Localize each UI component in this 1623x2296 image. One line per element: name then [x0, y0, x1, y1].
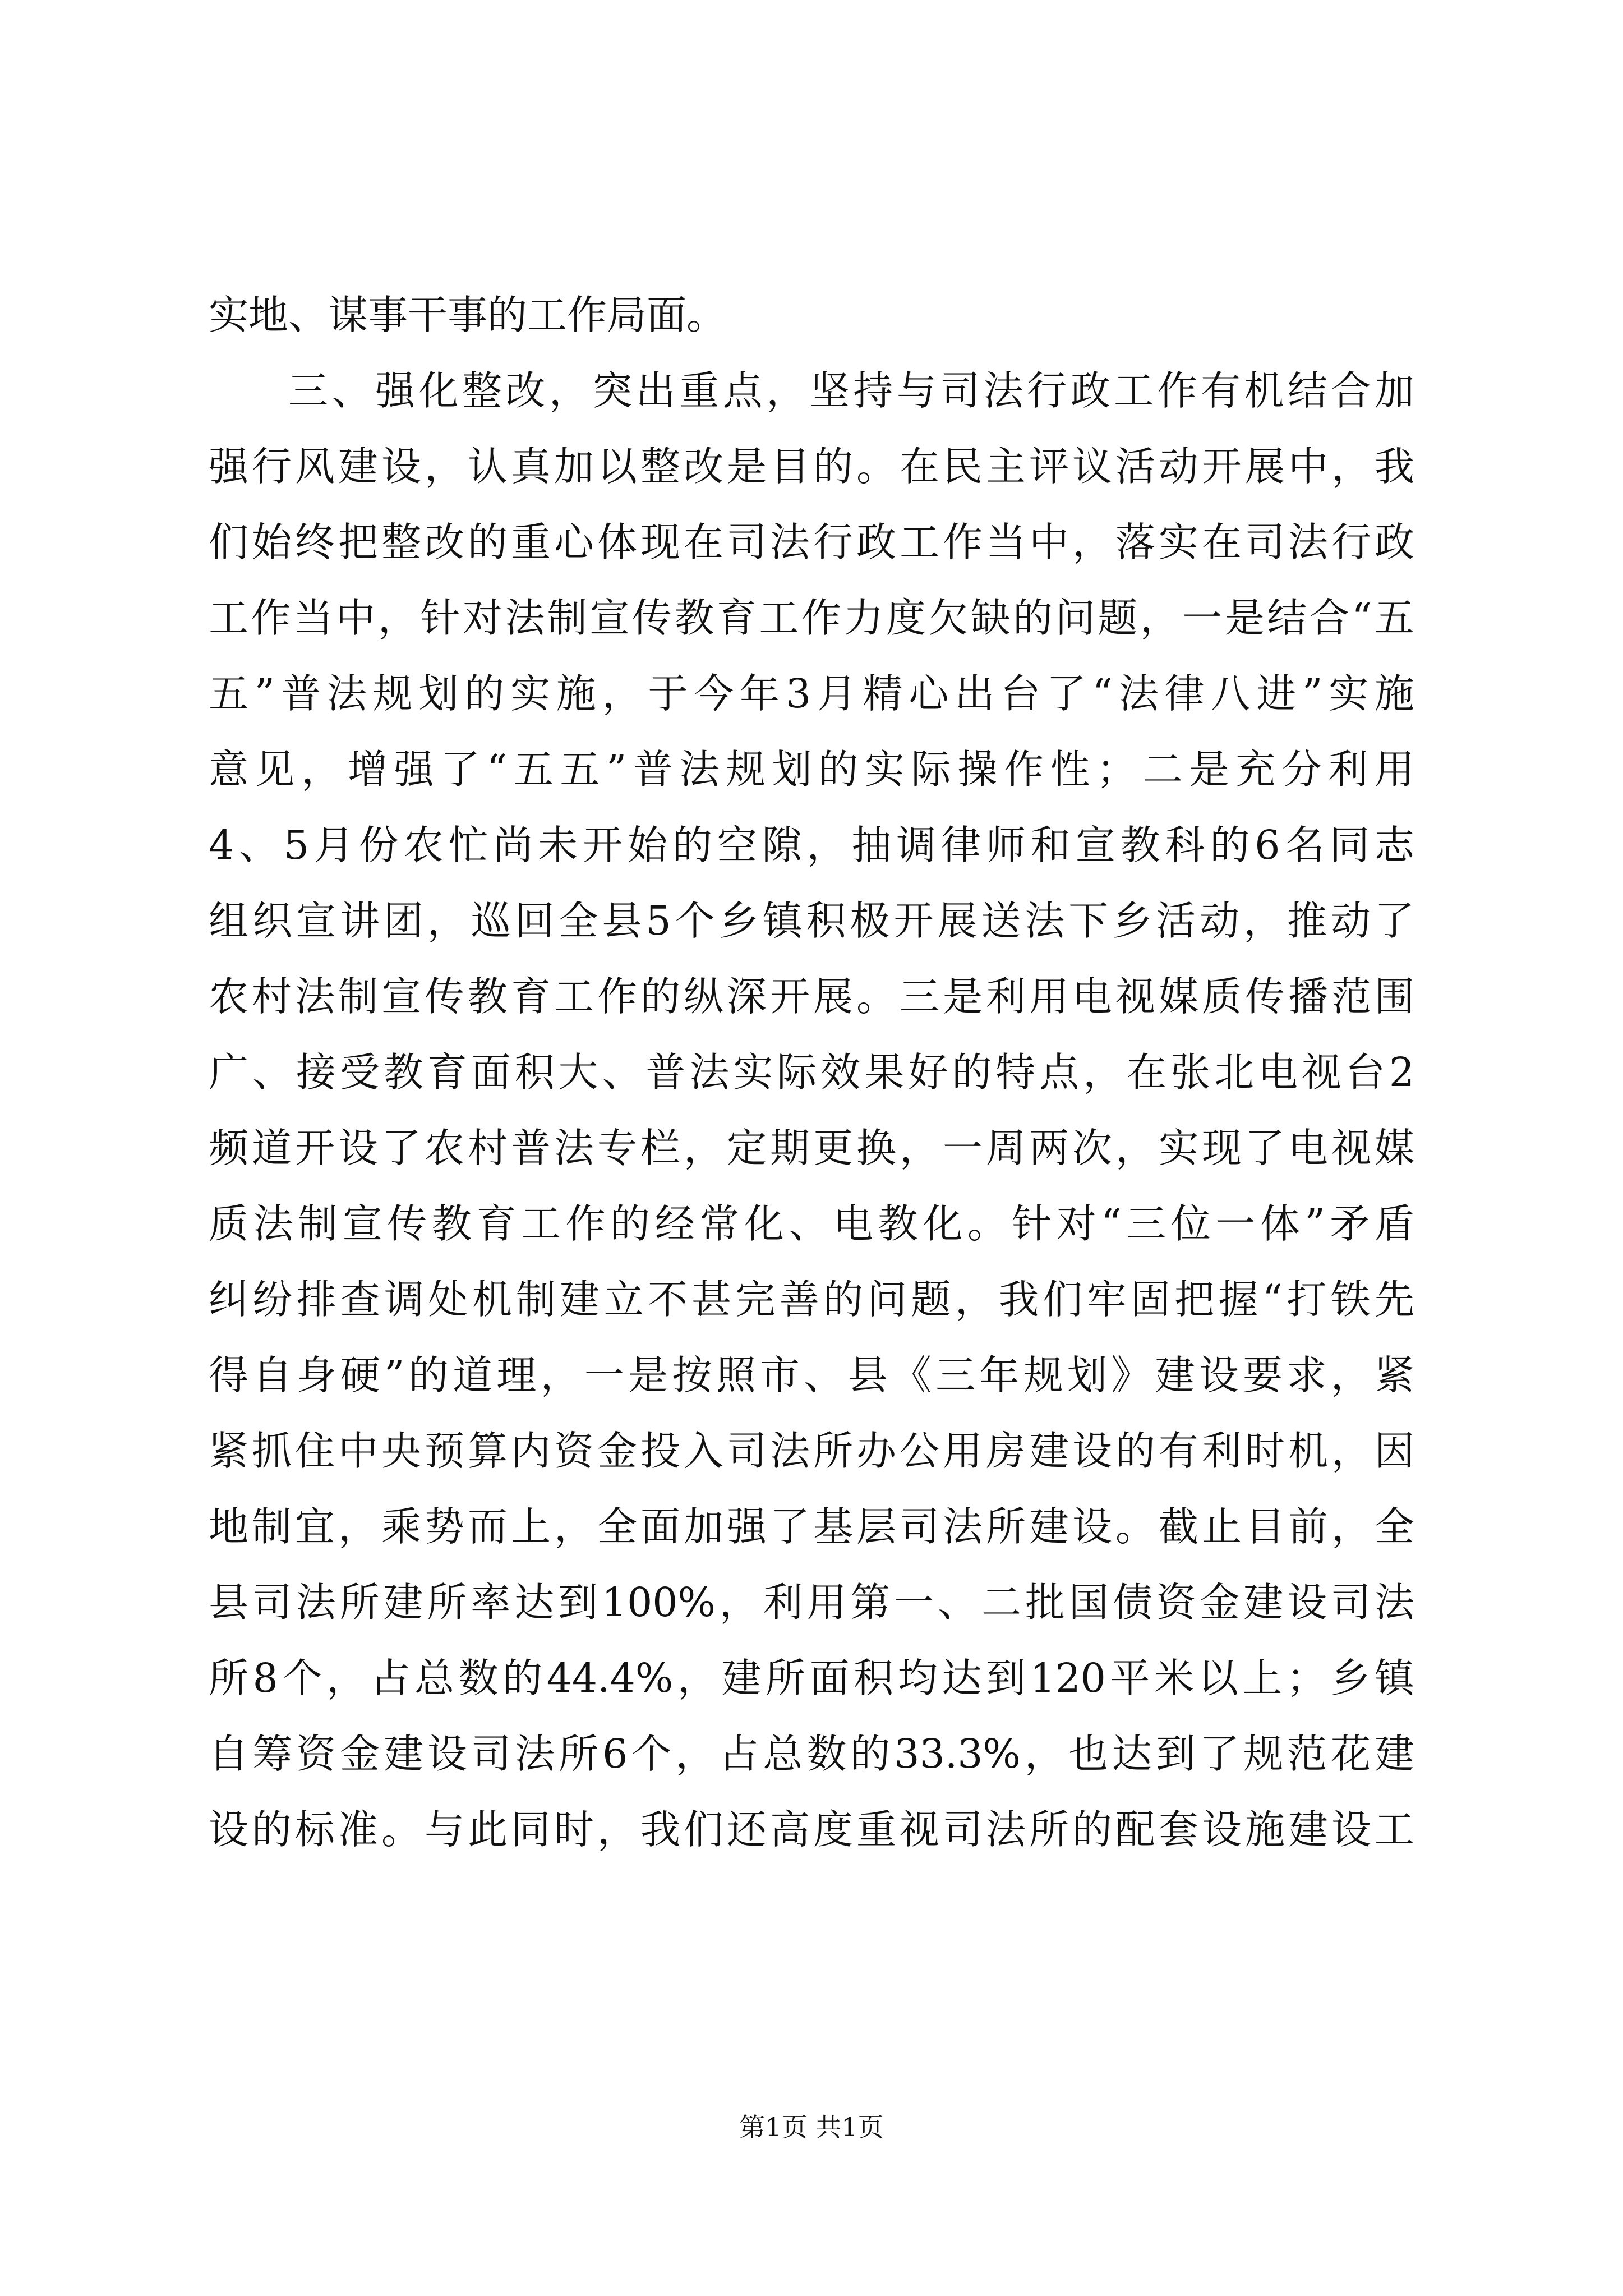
page-footer: 第1页 共1页	[739, 2112, 884, 2142]
text-line: 紧抓住中央预算内资金投入司法所办公用房建设的有利时机，因	[209, 1428, 1414, 1474]
text-line: 4、5月份农忙尚未开始的空隙，抽调律师和宣教科的6名同志	[209, 822, 1414, 868]
text-line: 组织宣讲团，巡回全县5个乡镇积极开展送法下乡活动，推动了	[209, 898, 1414, 944]
text-line: 意见，增强了“五五”普法规划的实际操作性；二是充分利用	[209, 746, 1414, 793]
text-line: 三、强化整改，突出重点，坚持与司法行政工作有机结合加	[288, 367, 1414, 414]
text-line: 地制宜，乘势而上，全面加强了基层司法所建设。截止目前，全	[209, 1503, 1414, 1550]
text-line: 设的标准。与此同时，我们还高度重视司法所的配套设施建设工	[209, 1806, 1414, 1853]
text-line: 频道开设了农村普法专栏，定期更换，一周两次，实现了电视媒	[209, 1125, 1414, 1171]
text-line: 强行风建设，认真加以整改是目的。在民主评议活动开展中，我	[209, 443, 1414, 490]
text-line: 县司法所建所率达到100%，利用第一、二批国债资金建设司法	[209, 1579, 1414, 1626]
text-line: 所8个，占总数的44.4%，建所面积均达到120平米以上；乡镇	[209, 1655, 1414, 1701]
text-line: 质法制宣传教育工作的经常化、电教化。针对“三位一体”矛盾	[209, 1200, 1414, 1247]
text-line: 们始终把整改的重心体现在司法行政工作当中，落实在司法行政	[209, 519, 1414, 565]
text-line: 五”普法规划的实施，于今年3月精心出台了“法律八进”实施	[209, 670, 1414, 717]
text-line: 工作当中，针对法制宣传教育工作力度欠缺的问题，一是结合“五	[209, 595, 1414, 641]
text-line: 实地、谋事干事的工作局面。	[209, 292, 727, 338]
text-line: 纠纷排查调处机制建立不甚完善的问题，我们牢固把握“打铁先	[209, 1276, 1414, 1323]
text-line: 得自身硬”的道理，一是按照市、县《三年规划》建设要求，紧	[209, 1352, 1414, 1398]
text-line: 自筹资金建设司法所6个，占总数的33.3%，也达到了规范花建	[209, 1731, 1414, 1777]
text-line: 广、接受教育面积大、普法实际效果好的特点，在张北电视台2	[209, 1049, 1414, 1096]
text-line: 农村法制宣传教育工作的纵深开展。三是利用电视媒质传播范围	[209, 973, 1414, 1020]
